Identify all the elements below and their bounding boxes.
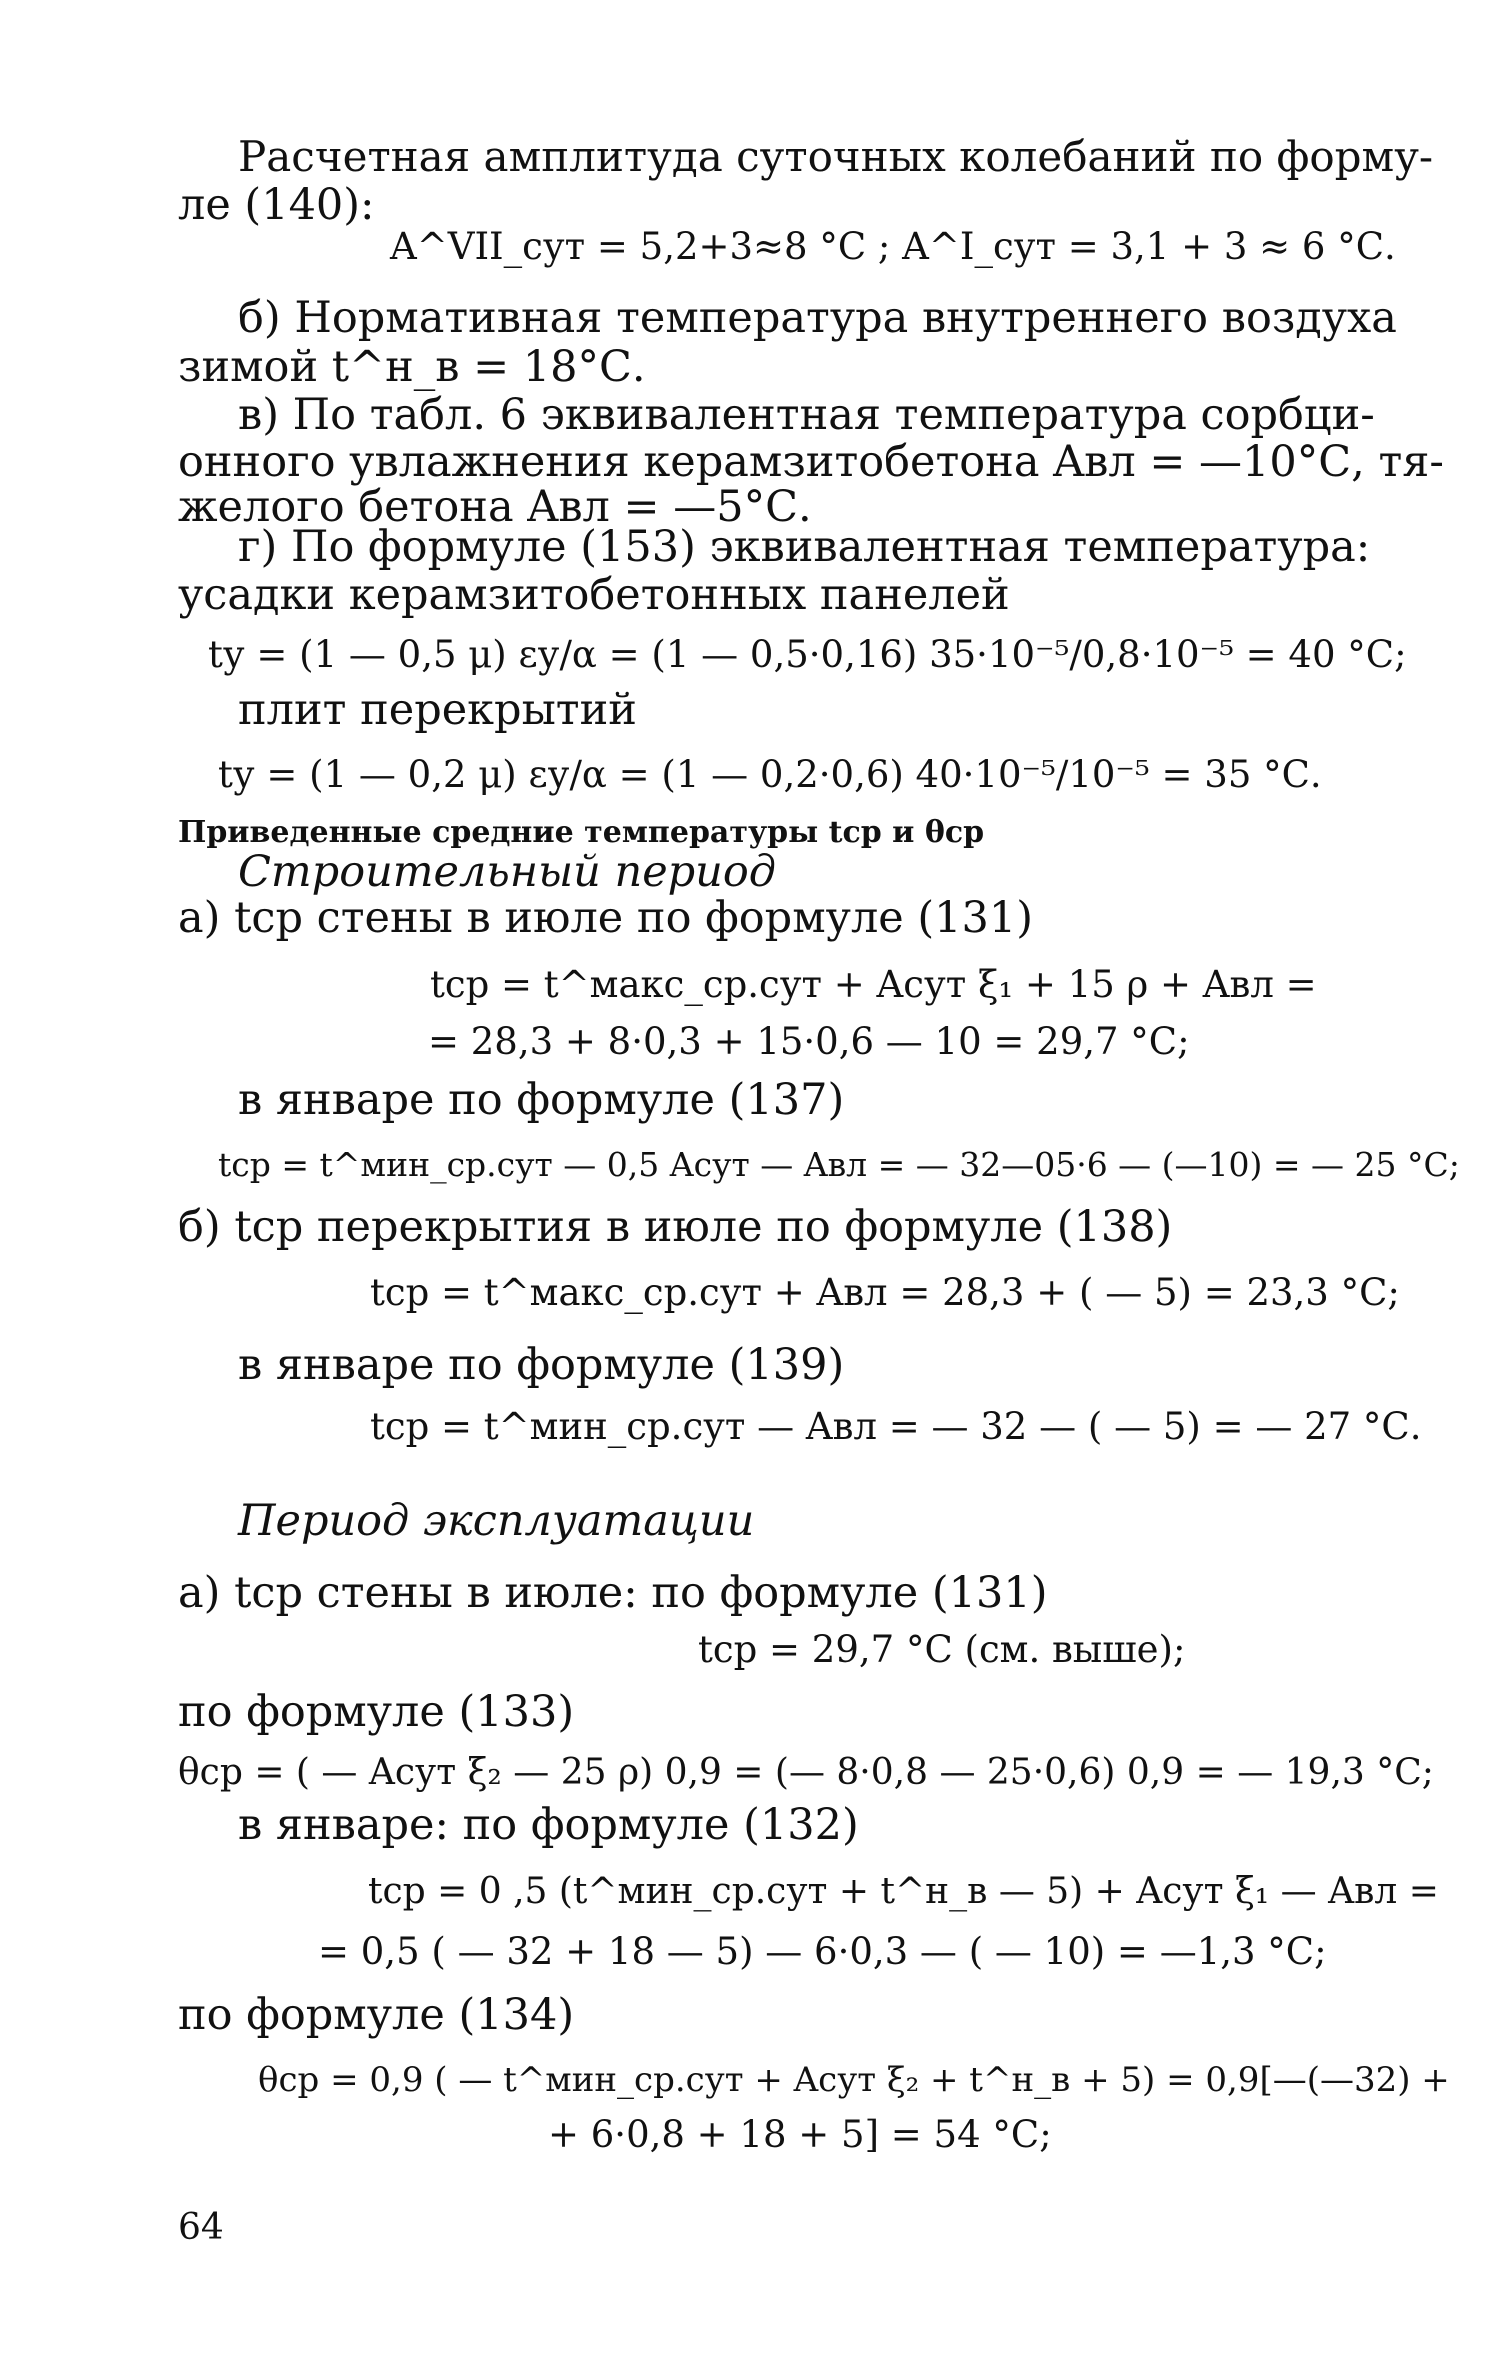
- paragraph-line: желого бетона Aвл = —5°С.: [178, 482, 812, 532]
- formula: tср = t^мин_ср.сут — 0,5 Aсут — Aвл = — 32—05·6 — (—10) = — 25 °С;: [218, 1145, 1460, 1184]
- paragraph-line: б) tср перекрытия в июле по формуле (138): [178, 1202, 1173, 1252]
- formula: = 0,5 ( — 32 + 18 — 5) — 6·0,3 — ( — 10) = —1,3 °С;: [318, 1930, 1327, 1973]
- formula: tу = (1 — 0,2 μ) εу/α = (1 — 0,2·0,6) 40·10⁻⁵/10⁻⁵ = 35 °С.: [218, 753, 1322, 796]
- paragraph-line: усадки керамзитобетонных панелей: [178, 570, 1010, 620]
- formula: tср = 0 ,5 (t^мин_ср.сут + t^н_в — 5) + Aсут ξ₁ — Aвл =: [368, 1871, 1439, 1912]
- paragraph-line: зимой t^н_в = 18°С.: [178, 342, 646, 392]
- paragraph-line: а) tср стены в июле: по формуле (131): [178, 1568, 1048, 1618]
- formula: tср = 29,7 °С (см. выше);: [698, 1628, 1186, 1671]
- paragraph-line: в январе по формуле (139): [238, 1340, 845, 1390]
- subsection-title: Период эксплуатации: [238, 1496, 755, 1546]
- formula: tср = t^макс_ср.сут + Aсут ξ₁ + 15 ρ + Aвл =: [430, 963, 1317, 1006]
- paragraph-line: Расчетная амплитуда суточных колебаний по форму-: [238, 132, 1434, 181]
- page-number: 64: [178, 2207, 224, 2248]
- formula: tу = (1 — 0,5 μ) εу/α = (1 — 0,5·0,16) 35·10⁻⁵/0,8·10⁻⁵ = 40 °С;: [208, 633, 1407, 676]
- formula: + 6·0,8 + 18 + 5] = 54 °С;: [548, 2113, 1052, 2156]
- paragraph-line: по формуле (133): [178, 1687, 575, 1737]
- paragraph-line: а) tср стены в июле по формуле (131): [178, 893, 1034, 943]
- formula: = 28,3 + 8·0,3 + 15·0,6 — 10 = 29,7 °С;: [428, 1020, 1190, 1063]
- paragraph-line: онного увлажнения керамзитобетона Aвл = —10°С, тя-: [178, 437, 1444, 487]
- paragraph-line: в январе: по формуле (132): [238, 1800, 859, 1850]
- formula: tср = t^мин_ср.сут — Aвл = — 32 — ( — 5) = — 27 °С.: [370, 1405, 1422, 1448]
- paragraph-line: в) По табл. 6 эквивалентная температура сорбци-: [238, 390, 1375, 440]
- paragraph-line: г) По формуле (153) эквивалентная температура:: [238, 522, 1371, 572]
- paragraph-line: по формуле (134): [178, 1990, 575, 2040]
- section-heading: Приведенные средние температуры tср и θср: [178, 815, 985, 850]
- formula: tср = t^макс_ср.сут + Aвл = 28,3 + ( — 5) = 23,3 °С;: [370, 1271, 1400, 1314]
- formula: θср = ( — Aсут ξ₂ — 25 ρ) 0,9 = (— 8·0,8 — 25·0,6) 0,9 = — 19,3 °С;: [178, 1752, 1434, 1793]
- subsection-title: Строительный период: [238, 847, 777, 897]
- paragraph-line: б) Нормативная температура внутреннего воздуха: [238, 293, 1397, 343]
- formula: A^VII_сут = 5,2+3≈8 °С ; A^I_сут = 3,1 + 3 ≈ 6 °С.: [390, 225, 1396, 268]
- paragraph-line: в январе по формуле (137): [238, 1075, 845, 1125]
- paragraph-line: плит перекрытий: [238, 685, 637, 735]
- paragraph-line: ле (140):: [178, 180, 375, 230]
- formula: θср = 0,9 ( — t^мин_ср.сут + Aсут ξ₂ + t^н_в + 5) = 0,9[—(—32) +: [258, 2060, 1450, 2100]
